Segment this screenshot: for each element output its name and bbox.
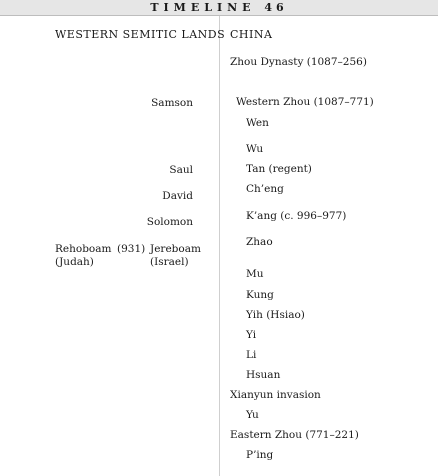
china-entry: Eastern Zhou (771–221) [230, 429, 359, 441]
china-entry: Yih (Hsiao) [246, 309, 305, 321]
china-entry: Zhou Dynasty (1087–256) [230, 56, 367, 68]
entry-rehoboam: Rehoboam [55, 243, 112, 255]
entry-samson: Samson [151, 97, 193, 109]
china-entry: Li [246, 349, 257, 361]
entry-solomon: Solomon [146, 216, 193, 228]
entry-saul: Saul [169, 164, 193, 176]
china-entry: Xianyun invasion [230, 389, 321, 401]
china-entry: Wen [246, 117, 269, 129]
china-entry: Western Zhou (1087–771) [236, 96, 374, 108]
china-entry: Kung [246, 289, 274, 301]
china-entry: Hsuan [246, 369, 281, 381]
china-entry: P’ing [246, 449, 274, 461]
china-entry: Yu [246, 409, 259, 421]
entry-judah: (Judah) [55, 256, 94, 268]
entry-split-year: (931) [117, 243, 146, 255]
china-entry: Mu [246, 268, 264, 280]
entry-jereboam: Jereboam [150, 243, 201, 255]
timeline-header [0, 0, 438, 16]
china-entry: Ch’eng [246, 183, 284, 195]
china-entry: K’ang (c. 996–977) [246, 210, 347, 222]
timeline-label: TIMELINE [150, 1, 256, 14]
entry-israel: (Israel) [150, 256, 189, 268]
timeline-number: 46 [264, 1, 288, 14]
china-entry: Zhao [246, 236, 273, 248]
entry-david: David [162, 190, 193, 202]
western-semitic-heading: WESTERN SEMITIC LANDS [55, 28, 226, 41]
china-heading: CHINA [230, 28, 273, 41]
china-entry: Wu [246, 143, 264, 155]
china-entry: Yi [246, 329, 257, 341]
china-entry: Tan (regent) [246, 163, 312, 175]
column-divider [219, 16, 220, 476]
